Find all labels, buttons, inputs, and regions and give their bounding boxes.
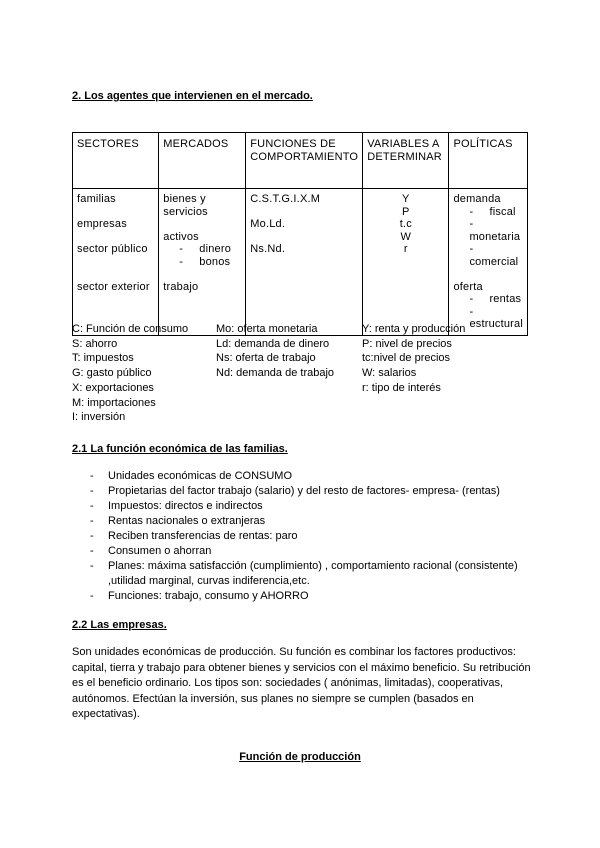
list-item: - Unidades económicas de CONSUMO [90, 469, 530, 484]
mercado-trabajo: trabajo [163, 280, 199, 293]
variable-r: r [403, 243, 408, 255]
legend-item: Y: renta y producción [362, 323, 466, 335]
funcion-2: Mo.Ld. [250, 218, 286, 230]
cell-variables [363, 189, 449, 336]
section-2-2-title: 2.2 Las empresas. [72, 619, 167, 631]
legend-column-2 [216, 322, 334, 381]
table-header-row [73, 133, 528, 189]
legend-item: S: ahorro [72, 337, 118, 350]
legend-item: Mo: oferta monetaria [216, 323, 318, 335]
agents-table [72, 132, 528, 336]
list-item: - Rentas nacionales o extranjeras [90, 514, 530, 529]
legend-column-1 [72, 322, 188, 425]
politica-oferta: oferta [453, 280, 483, 293]
cell-funciones [246, 189, 363, 336]
sector-empresas: empresas [77, 218, 127, 230]
cell-sectores [73, 189, 159, 336]
familias-list [90, 469, 530, 604]
legend-item: T: impuestos [72, 352, 134, 365]
list-item: - Reciben transferencias de rentas: paro [90, 529, 530, 544]
legend-item: C: Función de consumo [72, 323, 189, 335]
variable-tc: t.c [399, 218, 412, 230]
mercado-dinero: - dinero [163, 243, 241, 256]
header-politicas: POLÍTICAS [449, 133, 528, 189]
funcion-3: Ns.Nd. [250, 243, 286, 255]
legend-item: Nd: demanda de trabajo [216, 367, 335, 380]
cell-politicas [449, 189, 528, 336]
mercado-activos: activos [163, 230, 199, 243]
legend-item: Ld: demanda de dinero [216, 337, 330, 350]
politica-monetaria: - monetaria [453, 218, 523, 243]
sector-exterior: sector exterior [77, 280, 150, 293]
header-funciones: FUNCIONES DE COMPORTAMIENTO [246, 133, 363, 189]
legend-item: X: exportaciones [72, 381, 154, 394]
table-body-row [73, 189, 528, 336]
legend-item: r: tipo de interés [362, 381, 441, 394]
list-item: - Propietarias del factor trabajo (salario) y del resto de factores- empresa- (rentas) [90, 484, 530, 499]
politica-fiscal: - fiscal [453, 206, 523, 219]
cell-mercados [159, 189, 246, 336]
legend-item: W: salarios [362, 367, 417, 380]
legend-item: tc:nivel de precios [362, 352, 451, 365]
mercado-bonos: - bonos [163, 256, 241, 269]
legend-item: P: nivel de precios [362, 337, 452, 350]
empresas-paragraph: Son unidades económicas de producción. Su función es combinar los factores productivos: capital, tierra y trabajo para obtener bienes y servicios con el máximo beneficio. Su retribución es el beneficio ordinario. Los tipos son: sociedades ( anónimas, limitadas), cooperativas, autónomos. Efectúan la inversión, sus planes no siempre se cumplen (basados en expectativas). [72, 646, 531, 720]
header-variables: VARIABLES A DETERMINAR [363, 133, 449, 189]
header-mercados: MERCADOS [159, 133, 246, 189]
header-sectores: SECTORES [73, 133, 159, 189]
list-item: - Impuestos: directos e indirectos [90, 499, 530, 514]
section-2-1-title: 2.1 La función económica de las familias. [72, 443, 288, 455]
sector-familias: familias [77, 193, 116, 205]
politica-rentas: - rentas [453, 293, 523, 306]
politica-comercial: - comercial [453, 243, 523, 268]
list-item: - Planes: máxima satisfacción (cumplimiento) , comportamiento racional (consistente) ,utilidad marginal, curvas indiferencia,etc. [90, 559, 530, 589]
list-item: - Consumen o ahorran [90, 544, 530, 559]
legend-item: M: importaciones [72, 396, 156, 409]
legend-item: G: gasto público [72, 367, 152, 380]
politica-demanda: demanda [453, 193, 501, 205]
variable-y: Y [402, 193, 410, 205]
list-item: - Funciones: trabajo, consumo y AHORRO [90, 589, 530, 604]
legend-column-3 [362, 322, 465, 396]
variable-p: P [402, 205, 410, 218]
sector-publico: sector público [77, 243, 148, 255]
legend-item: Ns: oferta de trabajo [216, 352, 316, 365]
variable-w: W [400, 230, 412, 243]
section-2-title: 2. Los agentes que intervienen en el mercado. [72, 90, 313, 102]
funcion-1: C.S.T.G.I.X.M [250, 193, 321, 205]
production-function-title: Función de producción [239, 751, 361, 763]
legend-item: I: inversión [72, 411, 126, 424]
mercado-bienes: bienes y servicios [163, 193, 208, 218]
politica-estructural: - estructural [453, 306, 523, 331]
